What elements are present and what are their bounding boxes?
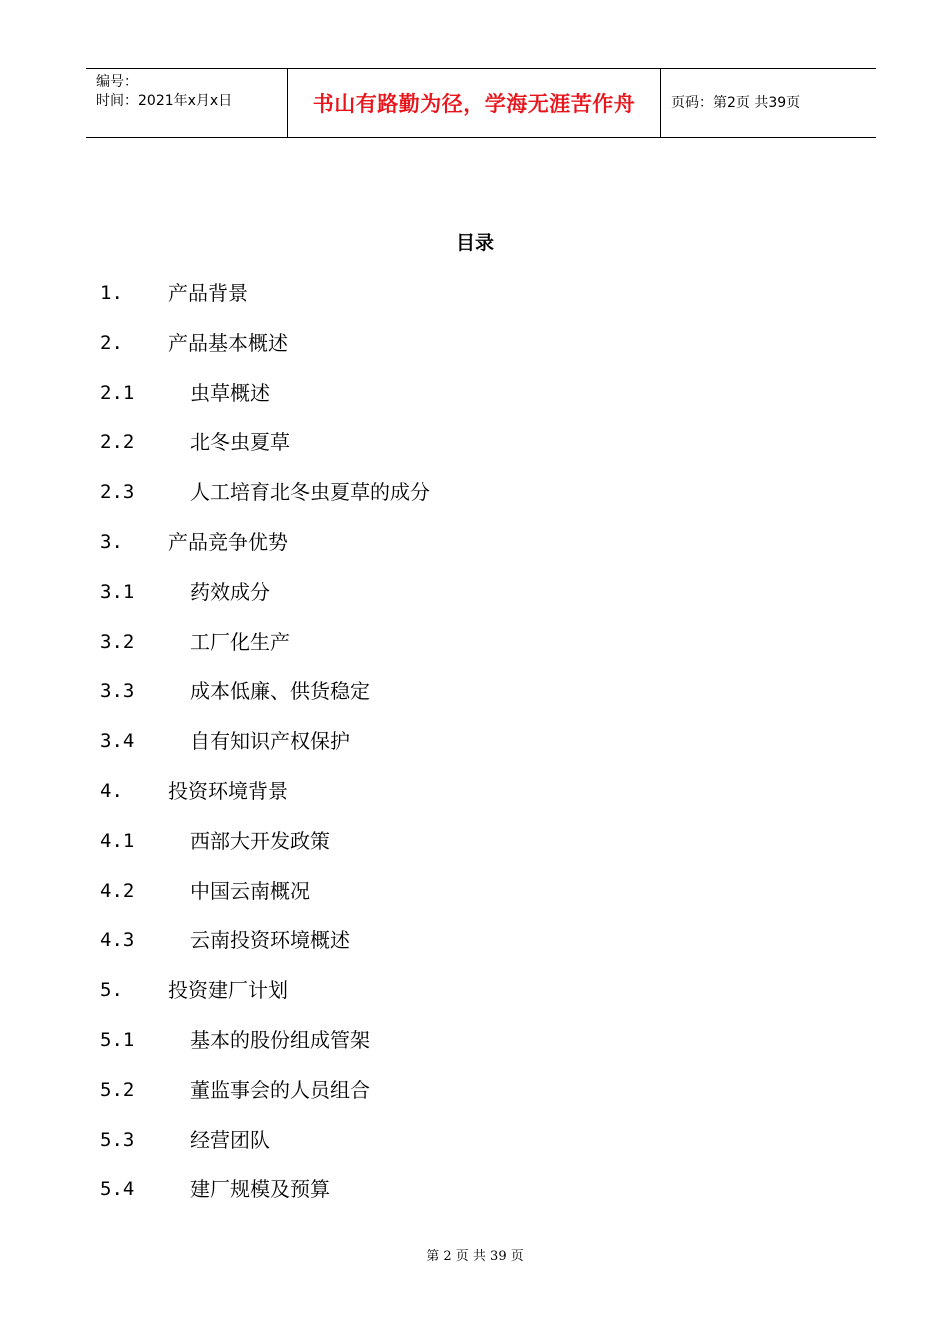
toc-entry-number: 3.4 xyxy=(100,730,135,752)
toc-entry-label: 产品竞争优势 xyxy=(168,530,288,554)
toc-entry[interactable] xyxy=(0,676,950,706)
toc-entry-number: 4. xyxy=(100,780,123,802)
toc-entry-label: 董监事会的人员组合 xyxy=(190,1078,370,1102)
toc-entry[interactable] xyxy=(0,328,950,358)
toc-entry-label: 产品背景 xyxy=(168,281,248,305)
toc-entry[interactable] xyxy=(0,1025,950,1055)
toc-entry-number: 4.3 xyxy=(100,929,135,951)
toc-entry-label: 人工培育北冬虫夏草的成分 xyxy=(190,480,430,504)
toc-entry-number: 5.4 xyxy=(100,1178,135,1200)
page-footer: 第 2 页 共 39 页 xyxy=(426,1249,524,1264)
toc-entry-number: 5.1 xyxy=(100,1029,135,1051)
toc-entry[interactable] xyxy=(0,378,950,408)
toc-entry-number: 2. xyxy=(100,332,123,354)
toc-entry[interactable] xyxy=(0,776,950,806)
toc-entry-number: 2.3 xyxy=(100,481,135,503)
toc-entry-label: 基本的股份组成管架 xyxy=(190,1028,370,1052)
toc-entry[interactable] xyxy=(0,577,950,607)
toc-title: 目录 xyxy=(455,232,494,254)
toc-entry-label: 产品基本概述 xyxy=(168,331,288,355)
toc-entry[interactable] xyxy=(0,477,950,507)
toc-entry-label: 自有知识产权保护 xyxy=(190,729,350,753)
toc-entry-number: 2.1 xyxy=(100,382,135,404)
toc-entry-label: 虫草概述 xyxy=(190,381,270,405)
toc-entry-label: 西部大开发政策 xyxy=(190,829,330,853)
toc-entry-label: 药效成分 xyxy=(190,580,270,604)
toc-entry[interactable] xyxy=(0,1125,950,1155)
toc-entry-number: 5. xyxy=(100,979,123,1001)
toc-entry[interactable] xyxy=(0,427,950,457)
toc-entry-number: 5.2 xyxy=(100,1079,135,1101)
toc-entry[interactable] xyxy=(0,925,950,955)
header-motto: 书山有路勤为径，学海无涯苦作舟 xyxy=(312,92,636,116)
toc-entry-label: 投资环境背景 xyxy=(168,779,288,803)
toc-entry[interactable] xyxy=(0,726,950,756)
toc-entry-number: 3.1 xyxy=(100,581,135,603)
time-label: 时间：2021年x月x日 xyxy=(96,93,233,109)
toc-entry[interactable] xyxy=(0,1075,950,1105)
toc-entry-number: 4.1 xyxy=(100,830,135,852)
toc-entry-label: 经营团队 xyxy=(190,1128,270,1152)
toc-entry[interactable] xyxy=(0,975,950,1005)
toc-entry-number: 3.3 xyxy=(100,680,135,702)
toc-entry[interactable] xyxy=(0,876,950,906)
toc-entry-label: 成本低廉、供货稳定 xyxy=(190,679,370,703)
toc-entry-label: 北冬虫夏草 xyxy=(190,430,290,454)
toc-entry-number: 2.2 xyxy=(100,431,135,453)
toc-entry[interactable] xyxy=(0,527,950,557)
serial-label: 编号： xyxy=(96,74,138,90)
toc-entry-label: 投资建厂计划 xyxy=(168,978,288,1002)
toc-entry-number: 4.2 xyxy=(100,880,135,902)
toc-entry-number: 1. xyxy=(100,282,123,304)
toc-entry-label: 建厂规模及预算 xyxy=(190,1177,330,1201)
header-page-info: 页码：第2页 共39页 xyxy=(671,95,801,111)
toc-entry[interactable] xyxy=(0,826,950,856)
toc-entry[interactable] xyxy=(0,627,950,657)
toc-entry-label: 工厂化生产 xyxy=(190,630,290,654)
toc-entry-label: 云南投资环境概述 xyxy=(190,928,350,952)
toc-entry[interactable] xyxy=(0,278,950,308)
toc-entry-number: 5.3 xyxy=(100,1129,135,1151)
toc-entry-number: 3.2 xyxy=(100,631,135,653)
toc-entry[interactable] xyxy=(0,1174,950,1204)
toc-entry-label: 中国云南概况 xyxy=(190,879,310,903)
toc-entry-number: 3. xyxy=(100,531,123,553)
